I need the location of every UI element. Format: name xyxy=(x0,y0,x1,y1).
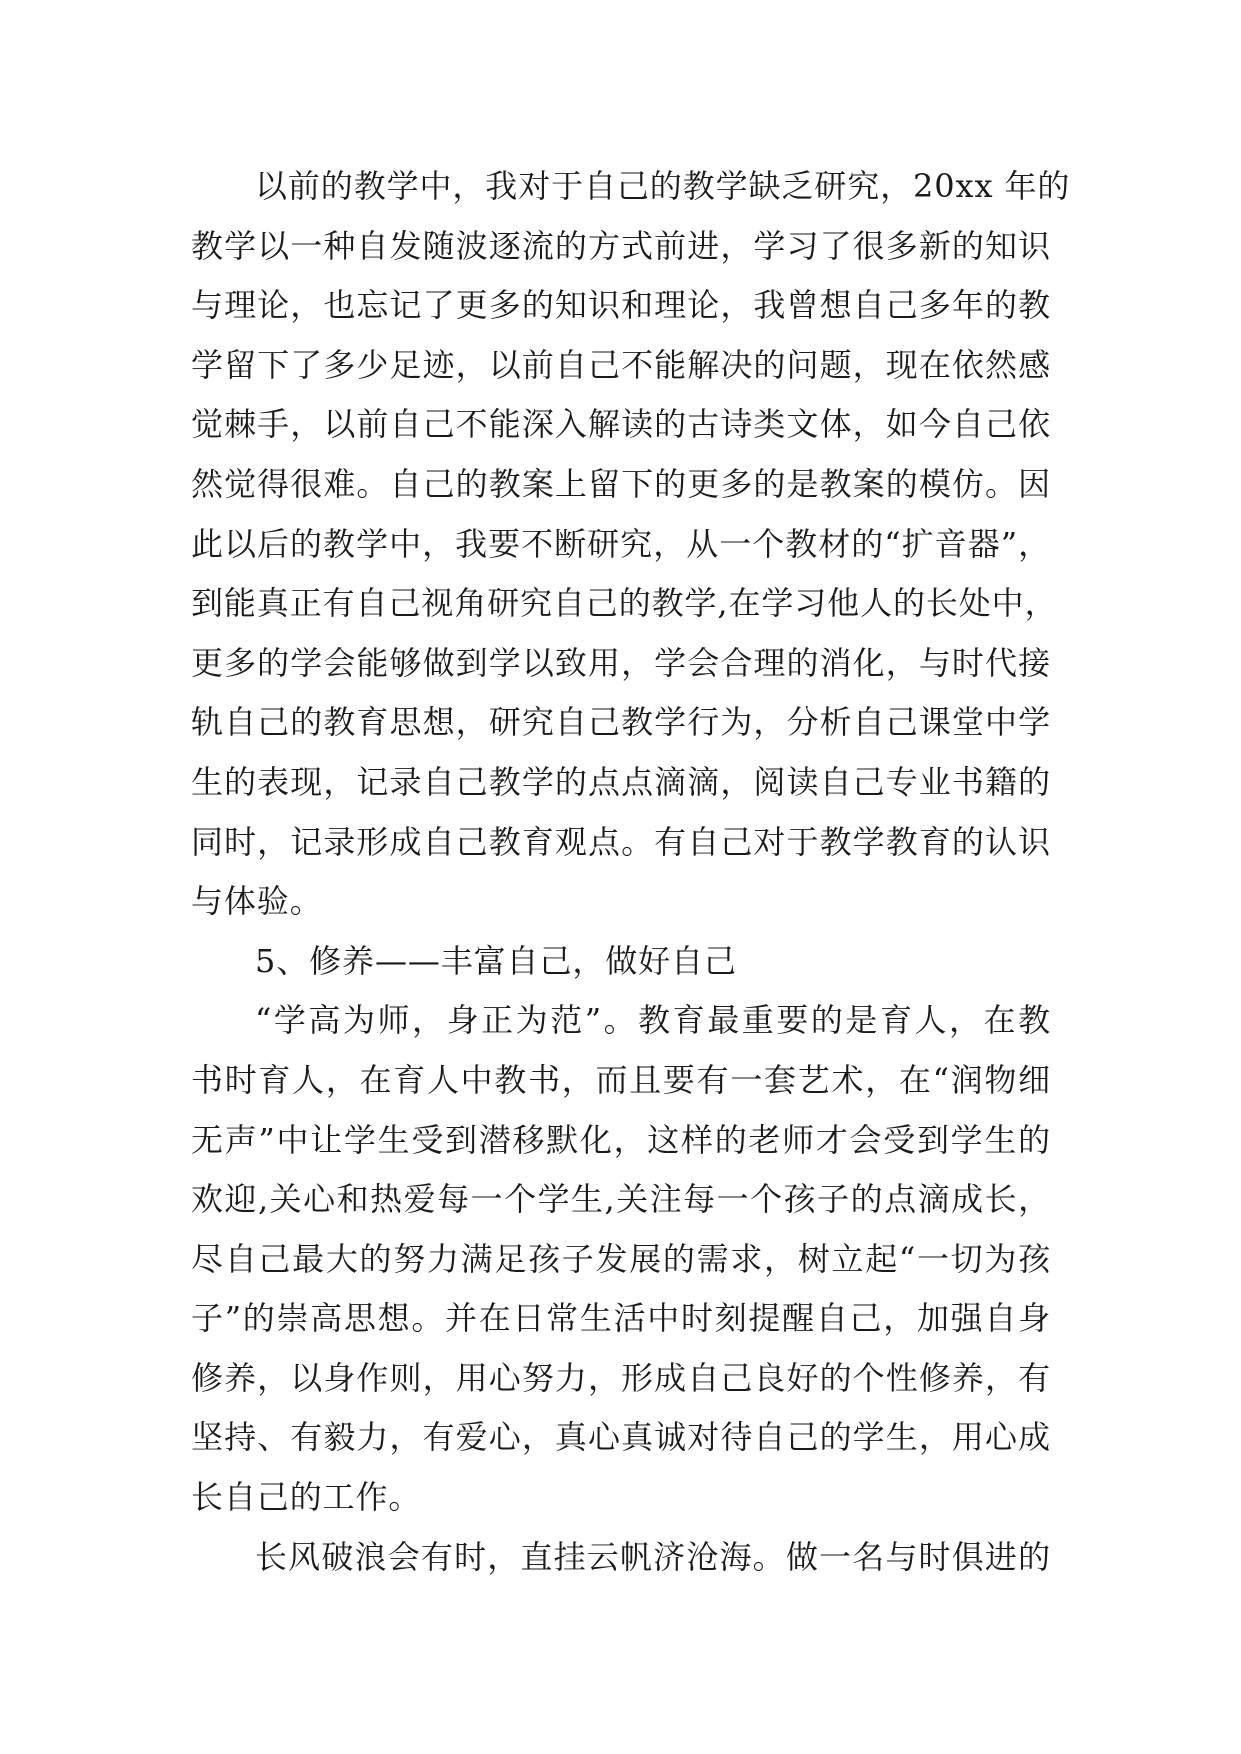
paragraph-line: 修养，以身作则，用心努力，形成自己良好的个性修养，有 xyxy=(191,1358,1051,1397)
paragraph-line: 更多的学会能够做到学以致用，学会合理的消化，与时代接 xyxy=(191,643,1051,682)
paragraph-line: 生的表现，记录自己教学的点点滴滴，阅读自己专业书籍的 xyxy=(191,762,1051,801)
paragraph-line: 同时，记录形成自己教育观点。有自己对于教学教育的认识 xyxy=(191,822,1051,861)
section-heading: 5、修养——丰富自己，做好自己 xyxy=(255,941,737,980)
paragraph-line: 欢迎,关心和热爱每一个学生,关注每一个孩子的点滴成长， xyxy=(191,1180,1051,1219)
paragraph-line: 坚持、有毅力，有爱心，真心真诚对待自己的学生，用心成 xyxy=(191,1418,1051,1457)
paragraph-line: 与理论，也忘记了更多的知识和理论，我曾想自己多年的教 xyxy=(191,286,1051,325)
paragraph-line: 与体验。 xyxy=(191,882,323,921)
paragraph-line: 以前的教学中，我对于自己的教学缺乏研究，20xx 年的 xyxy=(255,167,1071,205)
paragraph-line: 长自己的工作。 xyxy=(191,1478,422,1517)
paragraph-line: 书时育人，在育人中教书，而且要有一套艺术，在“润物细 xyxy=(191,1060,1051,1099)
paragraph-line: 尽自己最大的努力满足孩子发展的需求，树立起“一切为孩 xyxy=(191,1239,1051,1278)
paragraph-line: 教学以一种自发随波逐流的方式前进，学习了很多新的知识 xyxy=(191,226,1051,265)
paragraph-line: 子”的崇高思想。并在日常生活中时刻提醒自己，加强自身 xyxy=(191,1299,1051,1338)
body-text xyxy=(191,157,1071,1587)
paragraph-line: “学高为师，身正为范”。教育最重要的是育人，在教 xyxy=(255,1001,1051,1040)
paragraph-line: 轨自己的教育思想，研究自己教学行为，分析自己课堂中学 xyxy=(191,703,1051,742)
paragraph-line: 长风破浪会有时，直挂云帆济沧海。做一名与时俱进的 xyxy=(255,1537,1051,1576)
paragraph-line: 到能真正有自己视角研究自己的教学,在学习他人的长处中， xyxy=(191,584,1058,623)
paragraph-line: 然觉得很难。自己的教案上留下的更多的是教案的模仿。因 xyxy=(191,464,1051,503)
paragraph-line: 学留下了多少足迹，以前自己不能解决的问题，现在依然感 xyxy=(191,345,1051,384)
paragraph-line: 此以后的教学中，我要不断研究，从一个教材的“扩音器”， xyxy=(191,524,1051,563)
paragraph-line: 觉棘手，以前自己不能深入解读的古诗类文体，如今自己依 xyxy=(191,405,1051,444)
paragraph-line: 无声”中让学生受到潜移默化，这样的老师才会受到学生的 xyxy=(191,1120,1051,1159)
